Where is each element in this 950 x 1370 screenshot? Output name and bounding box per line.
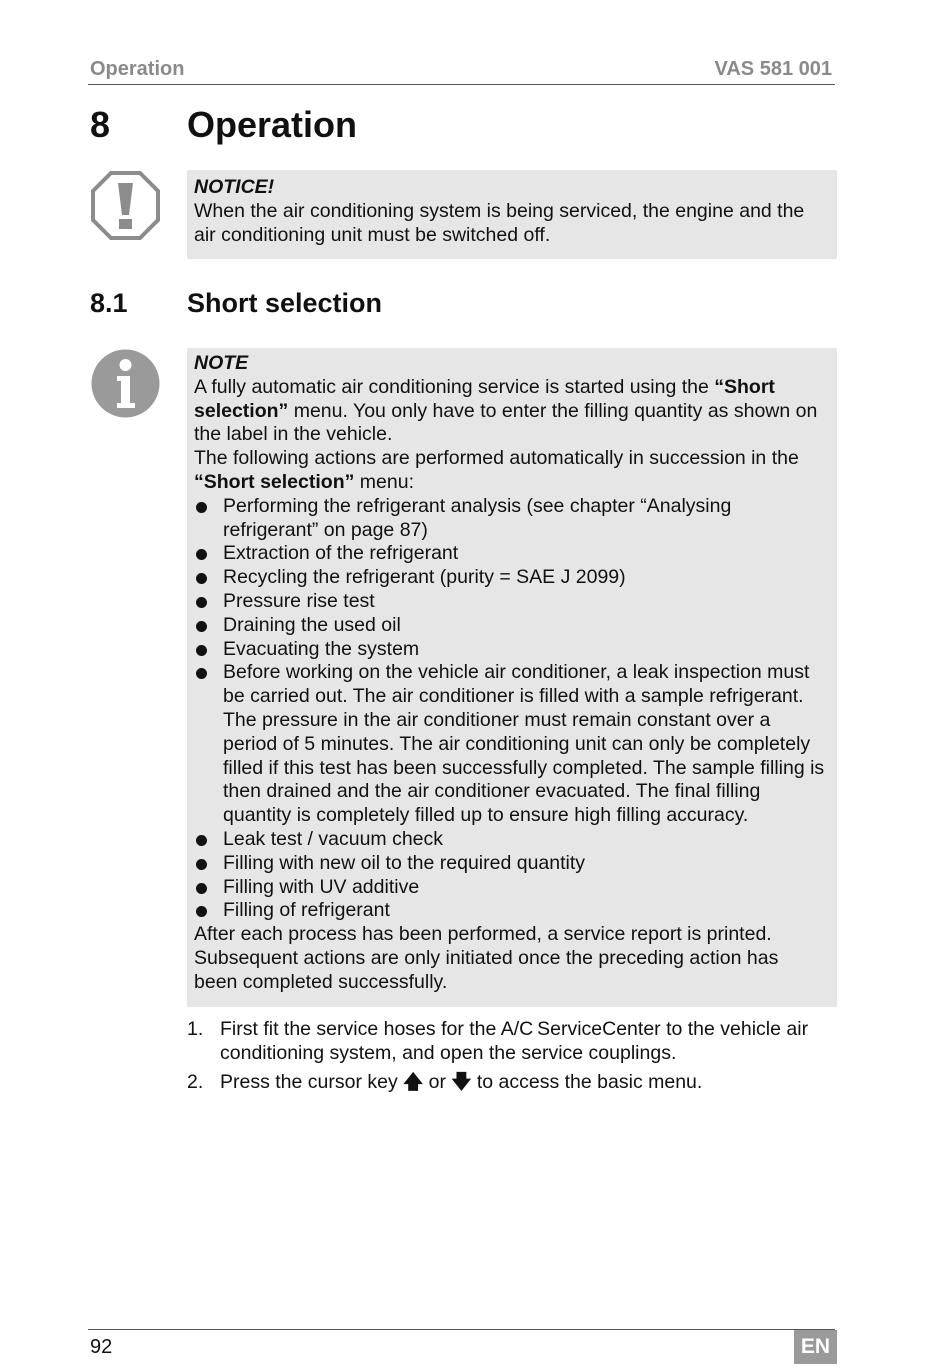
note-intro-text: menu: bbox=[354, 470, 414, 493]
list-item: Leak test / vacuum check bbox=[194, 828, 827, 852]
notice-title: NOTICE! bbox=[194, 176, 275, 198]
list-item: Pressure rise test bbox=[194, 590, 827, 614]
section-title: Short selection bbox=[187, 288, 383, 318]
action-list bbox=[194, 495, 827, 923]
step-item bbox=[187, 1018, 847, 1066]
notice-box bbox=[187, 170, 837, 259]
footer-rule bbox=[88, 1329, 835, 1330]
list-item: Filling with new oil to the required quantity bbox=[194, 852, 827, 876]
page-number: 92 bbox=[90, 1336, 113, 1358]
list-item: Evacuating the system bbox=[194, 638, 827, 662]
list-item: Filling of refrigerant bbox=[194, 899, 827, 923]
list-item: Performing the refrigerant analysis (see chapter “Analysing refrigerant” on page 87) bbox=[194, 495, 827, 543]
chapter-number: 8 bbox=[90, 104, 111, 145]
list-item: Filling with UV additive bbox=[194, 876, 827, 900]
list-item: Before working on the vehicle air conditioner, a leak inspection must be carried out. The air conditioner is filled with a sample refrigerant. The pressure in the air conditioner must remain constant over a period of 5 minutes. The air conditioning unit can only be completely filled if this test has been successfully completed. The sample filling is then drained and the air conditioner evacuated. The final filling quantity is completely filled up to ensure high filling accuracy. bbox=[194, 661, 827, 828]
note-box bbox=[187, 348, 837, 1007]
list-item: Recycling the refrigerant (purity = SAE J 2099) bbox=[194, 566, 827, 590]
note-menu-name: “Short selection” bbox=[194, 375, 775, 422]
arrow-up-icon: 🡅 bbox=[403, 1070, 424, 1093]
step-item bbox=[187, 1071, 847, 1095]
notice-text: When the air conditioning system is being serviced, the engine and the air conditioning unit must be switched off. bbox=[194, 199, 805, 246]
note-intro-text: menu. You only have to enter the filling quantity as shown on the label in the vehicle. bbox=[194, 399, 818, 446]
step-text: or bbox=[423, 1070, 452, 1093]
step-text: Press the cursor key bbox=[220, 1070, 404, 1093]
running-head-doc-id: VAS 581 001 bbox=[714, 58, 832, 80]
step-text: to access the basic menu. bbox=[471, 1070, 703, 1093]
note-intro-text: The following actions are performed automatically in succession in the bbox=[194, 447, 799, 470]
running-head-section: Operation bbox=[90, 58, 185, 80]
note-menu-name: “Short selection” bbox=[194, 470, 355, 493]
note-intro-text: A fully automatic air conditioning service is started using the bbox=[194, 375, 715, 398]
note-title: NOTE bbox=[194, 352, 249, 374]
step-number: 2. bbox=[187, 1070, 204, 1093]
list-item: Extraction of the refrigerant bbox=[194, 542, 827, 566]
header-rule bbox=[88, 84, 835, 85]
language-badge: EN bbox=[794, 1330, 837, 1364]
arrow-down-icon: 🡇 bbox=[451, 1070, 472, 1093]
section-number: 8.1 bbox=[90, 288, 128, 318]
warning-octagon-icon bbox=[90, 170, 161, 241]
note-intro bbox=[194, 376, 827, 447]
note-intro-2 bbox=[194, 447, 827, 495]
step-number: 1. bbox=[187, 1018, 204, 1040]
instruction-steps bbox=[187, 1018, 847, 1099]
note-outro: After each process has been performed, a service report is printed. Subsequent actions are only initiated once the preceding action has been completed successfully. bbox=[194, 923, 779, 993]
info-circle-icon bbox=[90, 348, 161, 419]
list-item: Draining the used oil bbox=[194, 614, 827, 638]
chapter-title: Operation bbox=[187, 104, 358, 145]
step-text: First fit the service hoses for the A/C ServiceCenter to the vehicle air conditioning system, and open the service couplings. bbox=[220, 1018, 809, 1064]
